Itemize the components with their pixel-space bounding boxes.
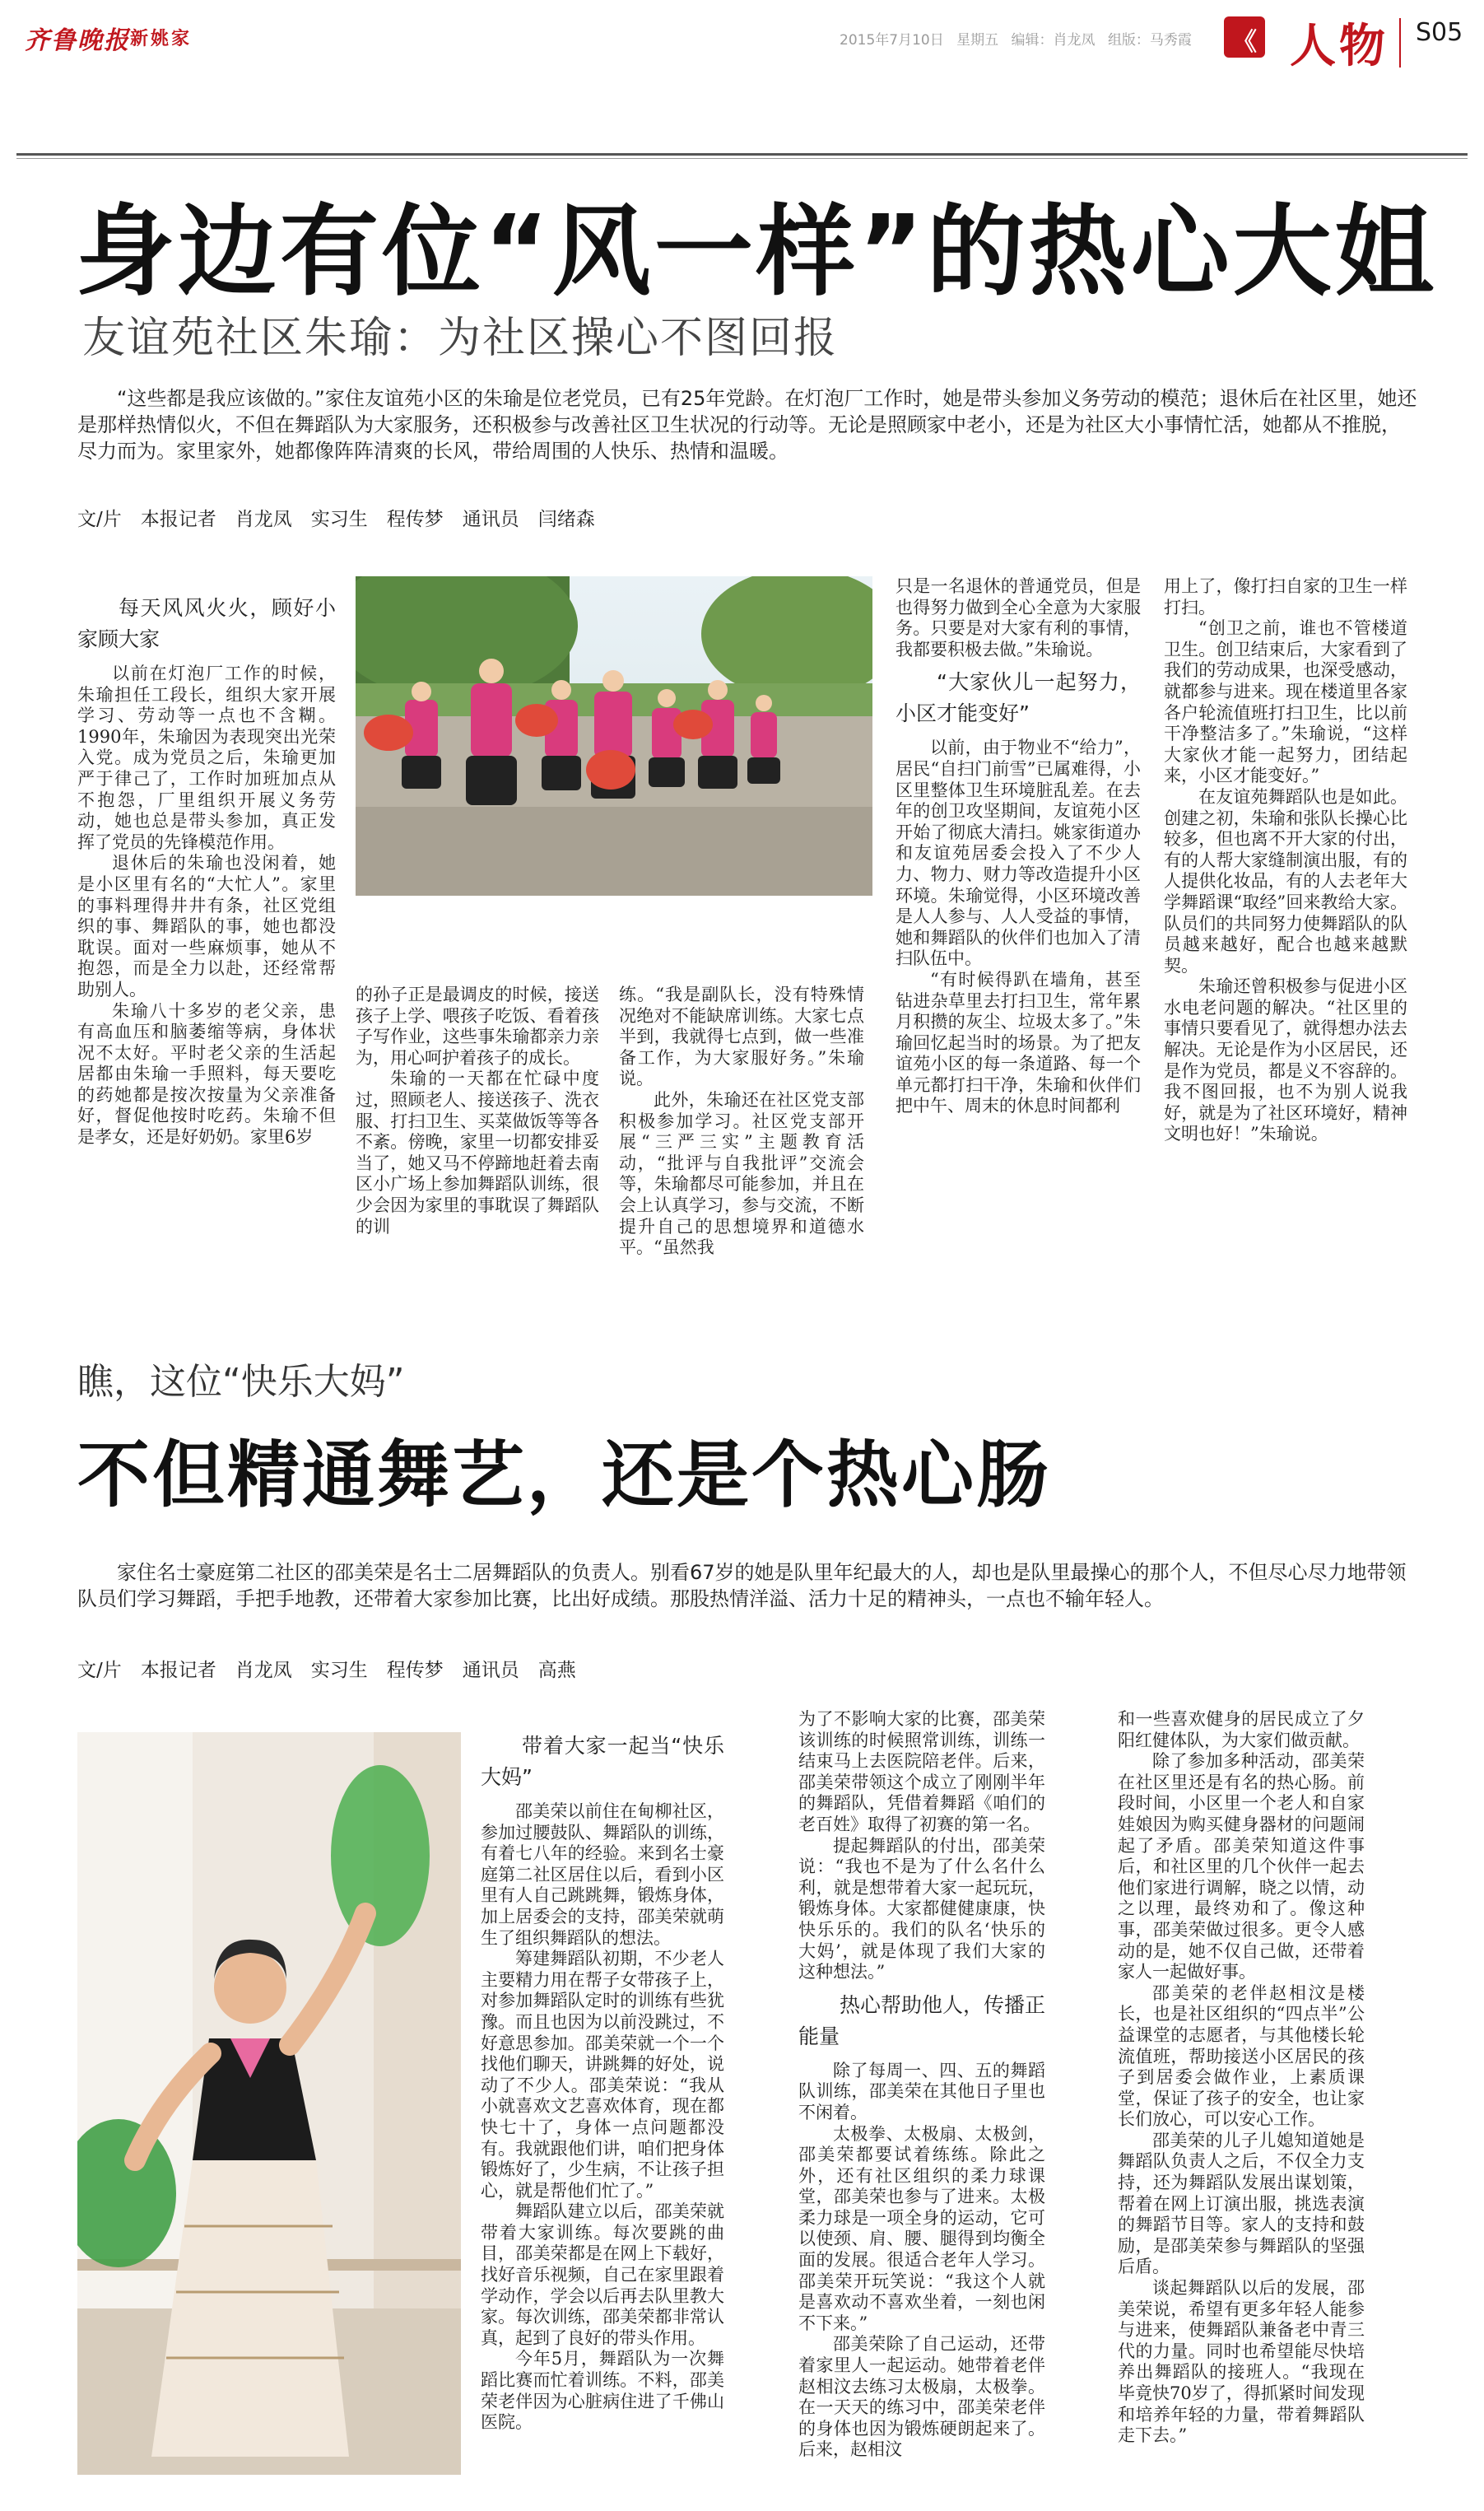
body-paragraph: 除了参加多种活动，邵美荣在社区里还是有名的热心肠。前段时间，小区里一个老人和自家娃娘因为购买健身器材的问题闹起了矛盾。邵美荣知道这件事后，和社区里的几个伙伴一起去他们家进行调解，晓之以情，动之以理，最终劝和了。像这种事，邵美荣做过很多。更令人感动的是，她不仅自己做，还带着家人一起做好事。	[1118, 1751, 1365, 1982]
body-paragraph: 为了不影响大家的比赛，邵美荣该训练的时候照常训练，训练一结束马上去医院陪老伴。后来，邵美荣带领这个成立了刚刚半年的舞蹈队，凭借着舞蹈《咱们的老百姓》取得了初赛的第一名。	[798, 1709, 1045, 1834]
section-title: 人物	[1290, 20, 1389, 73]
column-subhead: 带着大家一起当“快乐大妈”	[481, 1734, 724, 1789]
section-arrow-icon: 《	[1224, 16, 1265, 58]
column-subhead: 每天风风火火，顾好小家顾大家	[77, 596, 336, 651]
body-paragraph: 太极拳、太极扇、太极剑，邵美荣都要试着练练。除此之外，还有社区组织的柔力球课堂，邵美荣也参与了进来。太极柔力球是一项全身的运动，它可以使颈、肩、腰、腿得到均衡全面的发展。很适合老年人学习。邵美荣开玩笑说：“我这个人就是喜欢动不喜欢坐着，一刻也闲不下来。”	[798, 2123, 1045, 2333]
story1-column-1	[77, 586, 336, 1269]
body-paragraph: 邵美荣的儿子儿媳知道她是舞蹈队负责人之后，不仅全力支持，还为舞蹈队发展出谋划策，帮着在网上订演出服，挑选表演的舞蹈节目等。家人的支持和鼓励，是邵美荣参与舞蹈队的坚强后盾。	[1118, 2130, 1365, 2277]
story1-column-4	[896, 576, 1141, 1273]
story2-dancer-photo	[77, 1732, 461, 2475]
body-paragraph: 筹建舞蹈队初期，不少老人主要精力用在帮子女带孩子上，对参加舞蹈队定时的训练有些犹豫。而且也因为以前没跳过，不好意思参加。邵美荣就一个一个找他们聊天，讲跳舞的好处，说动了不少人。邵美荣说：“我从小就喜欢文艺喜欢体育，现在都快七十了，身体一点问题都没有。我就跟他们讲，咱们把身体锻炼好了，少生病，不让孩子担心，就是帮他们忙了。”	[481, 1949, 724, 2201]
body-paragraph: 退休后的朱瑜也没闲着，她是小区里有名的“大忙人”。家里的事料理得井井有条，社区党组织的事、舞蹈队的事，她也都没耽误。面对一些麻烦事，她从不抱怨，而是全力以赴，还经常帮助别人。	[77, 853, 336, 999]
body-paragraph: 邵美荣以前住在甸柳社区，参加过腰鼓队、舞蹈队的训练，有着七八年的经验。来到名士豪庭第二社区居住以后，看到小区里有人自己跳跳舞，锻炼身体，加上居委会的支持，邵美荣就萌生了组织舞蹈队的想法。	[481, 1801, 724, 1948]
body-paragraph: 的孙子正是最调皮的时候，接送孩子上学、喂孩子吃饭、看着孩子写作业，这些事朱瑜都亲力亲为，用心呵护着孩子的成长。	[356, 985, 599, 1068]
story2-kicker: 瞧，这位“快乐大妈”	[77, 1361, 405, 1403]
story1-byline: 文/片 本报记者 肖龙凤 实习生 程传梦 通讯员 闫绪森	[77, 509, 595, 530]
body-paragraph: 朱瑜的一天都在忙碌中度过，照顾老人、接送孩子、洗衣服、打扫卫生、买菜做饭等等各不紊。傍晚，家里一切都安排妥当了，她又马不停蹄地赶着去南区小广场上参加舞蹈队训练，很少会因为家里的事耽误了舞蹈队的训	[356, 1069, 599, 1237]
story2-column-1	[481, 1724, 724, 2490]
story1-column-5	[1164, 576, 1407, 1273]
issue-editor: 编辑：肖龙凤	[1011, 32, 1096, 49]
body-paragraph: 朱瑜还曾积极参与促进小区水电老问题的解决。“社区里的事情只要看见了，就得想办法去解决。无论是作为小区居民，还是作为党员，都是义不容辞的。我不图回报，也不为别人说我好，就是为了社区环境好，精神文明也好！”朱瑜说。	[1164, 976, 1407, 1144]
story1-lead: “这些都是我应该做的。”家住友谊苑小区的朱瑜是位老党员，已有25年党龄。在灯泡厂工作时，她是带头参加义务劳动的模范；退休后在社区里，她还是那样热情似火，不但在舞蹈队为大家服务，还积极参与改善社区卫生状况的行动等。无论是照顾家中老小，还是为社区大小事情忙活，她都从不推脱，尽力而为。家里家外，她都像阵阵清爽的长风，带给周围的人快乐、热情和温暖。	[77, 387, 1417, 463]
body-paragraph: 今年5月，舞蹈队为一次舞蹈比赛而忙着训练。不料，邵美荣老伴因为心脏病住进了千佛山医院。	[481, 2349, 724, 2433]
paper-logo: 齐鲁晚报	[25, 26, 130, 55]
body-paragraph: 朱瑜八十多岁的老父亲，患有高血压和脑萎缩等病，身体状况不太好。平时老父亲的生活起居都由朱瑜一手照料，每天要吃的药她都是按次按量为父亲准备好，督促他按时吃药。朱瑜不但是孝女，还是好奶奶。家里6岁	[77, 1000, 336, 1148]
masthead-rule-thin	[16, 158, 1468, 159]
column-subhead: 热心帮助他人，传播正能量	[798, 1992, 1045, 2048]
story2-headline: 不但精通舞艺，还是个热心肠	[77, 1433, 1052, 1517]
issue-layout: 组版：马秀霞	[1107, 32, 1192, 49]
body-paragraph: 舞蹈队建立以后，邵美荣就带着大家训练。每次要跳的曲目，邵美荣都是在网上下载好，找好音乐视频，自己在家里跟着学动作，学会以后再去队里教大家。每次训练，邵美荣都非常认真，起到了良好的带头作用。	[481, 2201, 724, 2348]
story1-subhead: 友谊苑社区朱瑜：为社区操心不图回报	[82, 314, 839, 363]
body-paragraph: 只是一名退休的普通党员，但是也得努力做到全心全意为大家服务。只要是对大家有利的事情，我都要积极去做。”朱瑜说。	[896, 576, 1141, 659]
story1-dance-photo	[356, 576, 872, 896]
story2-column-3	[1118, 1709, 1365, 2491]
body-paragraph: 和一些喜欢健身的居民成立了夕阳红健体队，为大家们做贡献。	[1118, 1709, 1365, 1750]
story2-byline: 文/片 本报记者 肖龙凤 实习生 程传梦 通讯员 高燕	[77, 1660, 576, 1681]
story2-lead: 家住名士豪庭第二社区的邵美荣是名士二居舞蹈队的负责人。别看67岁的她是队里年纪最大的人，却也是队里最操心的那个人，不但尽心尽力地带领队员们学习舞蹈，手把手地教，还带着大家参加比赛，比出好成绩。那股热情洋溢、活力十足的精神头，一点也不输年轻人。	[77, 1561, 1407, 1610]
column-subhead: “大家伙儿一起努力，小区才能变好”	[896, 670, 1141, 726]
story1-headline: 身边有位“风一样”的热心大姐	[76, 195, 1437, 310]
body-paragraph: 练。“我是副队长，没有特殊情况绝对不能缺席训练。大家七点半到，我就得七点到，做一些准备工作，为大家服好务。”朱瑜说。	[619, 985, 864, 1089]
body-paragraph: 提起舞蹈队的付出，邵美荣说：“我也不是为了什么名什么利，就是想带着大家一起玩玩，锻炼身体。大家都健健康康，快快乐乐的。我们的队名‘快乐的大妈’，就是体现了我们大家的这种想法。”	[798, 1835, 1045, 1982]
page-number: S05	[1416, 18, 1463, 47]
edition-label: 新姚家	[130, 29, 193, 49]
body-paragraph: 以前，由于物业不“给力”，居民“自扫门前雪”已属难得，小区里整体卫生环境脏乱差。在去年的创卫攻坚期间，友谊苑小区开始了彻底大清扫。姚家街道办和友谊苑居委会投入了不少人力、物力、财力等改造提升小区环境。朱瑜觉得，小区环境改善是人人参与、人人受益的事情，她和舞蹈队的伙伴们也加入了清扫队伍中。	[896, 738, 1141, 969]
body-paragraph: 谈起舞蹈队以后的发展，邵美荣说，希望有更多年轻人能参与进来，使舞蹈队兼备老中青三代的力量。同时也希望能尽快培养出舞蹈队的接班人。“我现在毕竟快70岁了，得抓紧时间发现和培养年轻的力量，带着舞蹈队走下去。”	[1118, 2278, 1365, 2446]
story1-column-2	[356, 985, 599, 1273]
issue-info	[840, 28, 1192, 49]
body-paragraph: 用上了，像打扫自家的卫生一样打扫。	[1164, 576, 1407, 617]
issue-weekday: 星期五	[956, 32, 999, 49]
body-paragraph: 除了每周一、四、五的舞蹈队训练，邵美荣在其他日子里也不闲着。	[798, 2060, 1045, 2122]
body-paragraph: 邵美荣的老伴赵相汶是楼长，也是社区组织的“四点半”公益课堂的志愿者，与其他楼长轮流值班，帮助接送小区居民的孩子到居委会做作业，上素质课堂，保证了孩子的安全，也让家长们放心，可以安心工作。	[1118, 1982, 1365, 2130]
issue-date: 2015年7月10日	[840, 32, 944, 49]
body-paragraph: “创卫之前，谁也不管楼道卫生。创卫结束后，大家看到了我们的劳动成果，也深受感动，就都参与进来。现在楼道里各家各户轮流值班打扫卫生，比以前干净整洁多了。”朱瑜说，“这样大家伙才能一起努力，团结起来，小区才能变好。”	[1164, 618, 1407, 786]
story2-column-2	[798, 1709, 1045, 2491]
body-paragraph: “有时候得趴在墙角，甚至钻进杂草里去打扫卫生，常年累月积攒的灰尘、垃圾太多了。”朱瑜回忆起当时的场景。为了把友谊苑小区的每一条道路、每一个单元都打扫干净，朱瑜和伙伴们把中午、周末的休息时间都利	[896, 969, 1141, 1116]
body-paragraph: 以前在灯泡厂工作的时候，朱瑜担任工段长，组织大家开展学习、劳动等一点也不含糊。1990年，朱瑜因为表现突出光荣入党。成为党员之后，朱瑜更加严于律己了，工作时加班加点从不抱怨，厂里组织开展义务劳动，她也总是带头参加，真正发挥了党员的先锋模范作用。	[77, 664, 336, 852]
masthead-divider	[1399, 18, 1401, 68]
body-paragraph: 此外，朱瑜还在社区党支部积极参加学习。社区党支部开展“三严三实”主题教育活动，“批评与自我批评”交流会等，朱瑜都尽可能参加，并且在会上认真学习，参与交流，不断提升自己的思想境界和道德水平。“虽然我	[619, 1089, 864, 1258]
body-paragraph: 在友谊苑舞蹈队也是如此。创建之初，朱瑜和张队长操心比较多，但也离不开大家的付出，有的人帮大家缝制演出服，有的人提供化妆品，有的人去老年大学舞蹈课“取经”回来教给大家。队员们的共同努力使舞蹈队的队员越来越好，配合也越来越默契。	[1164, 786, 1407, 976]
body-paragraph: 邵美荣除了自己运动，还带着家里人一起运动。她带着老伴赵相汶去练习太极扇，太极拳。在一天天的练习中，邵美荣老伴的身体也因为锻炼硬朗起来了。后来，赵相汶	[798, 2334, 1045, 2460]
masthead-rule	[16, 153, 1468, 156]
story1-column-3	[619, 985, 864, 1273]
